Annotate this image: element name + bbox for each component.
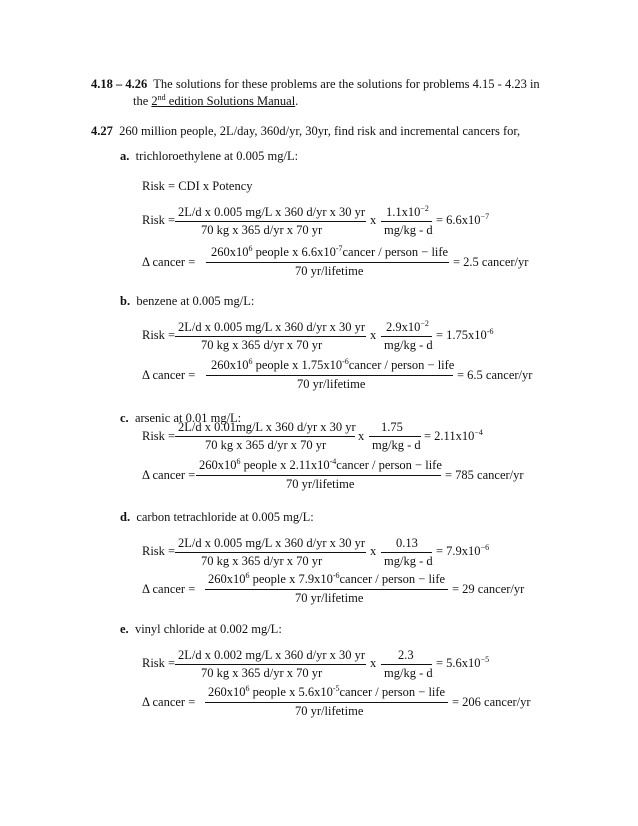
risk-result-exponent: -6 — [486, 327, 494, 336]
risk-result-base: = 2.11x10 — [424, 429, 475, 443]
risk-result-exponent: −7 — [480, 212, 490, 221]
dc-pre: 260x10 — [208, 572, 246, 586]
dc-post: cancer / person − life — [339, 685, 446, 699]
dc-sup1: 6 — [248, 357, 253, 366]
times-sign: x — [370, 213, 377, 227]
risk-label: Risk = — [142, 429, 176, 443]
potency-units: mg/kg - d — [384, 338, 433, 352]
dc-post: cancer / person − life — [348, 358, 455, 372]
risk-result-exponent: −6 — [480, 543, 490, 552]
edition-superscript: nd — [157, 93, 166, 102]
intro-text: The solutions for these problems are the solutions for problems 4.15 - 4.23 in — [153, 77, 540, 91]
part-d-heading — [120, 511, 314, 524]
part-label: benzene at 0.005 mg/L: — [136, 294, 255, 308]
potency-value — [386, 206, 429, 219]
part-label: arsenic at 0.01 mg/L: — [134, 411, 242, 425]
dc-sup1: 6 — [245, 571, 250, 580]
delta-cancer-denominator: 70 yr/lifetime — [286, 477, 355, 491]
potency-value — [398, 649, 414, 662]
risk-result-base: = 1.75x10 — [436, 328, 487, 342]
times-sign: x — [370, 656, 377, 670]
intro-line2-end: . — [295, 94, 299, 108]
delta-cancer-numerator — [211, 246, 448, 259]
part-b-heading — [120, 295, 254, 308]
risk-denominator: 70 kg x 365 d/yr x 70 yr — [201, 554, 323, 568]
potency-value — [386, 321, 429, 334]
potency-base: 1.1x10 — [386, 205, 421, 219]
fraction-bar — [206, 375, 453, 376]
delta-cancer-numerator — [208, 686, 445, 699]
fraction-bar — [196, 475, 441, 476]
fraction-bar — [205, 589, 448, 590]
edition-link-text — [151, 94, 295, 108]
potency-base: 1.75 — [381, 420, 403, 434]
delta-cancer-result: = 6.5 cancer/yr — [457, 368, 533, 382]
risk-numerator: 2L/d x 0.005 mg/L x 360 d/yr x 30 yr — [178, 205, 366, 219]
risk-numerator: 2L/d x 0.002 mg/L x 360 d/yr x 30 yr — [178, 648, 366, 662]
potency-units: mg/kg - d — [372, 438, 421, 452]
dc-post: cancer / person − life — [339, 572, 446, 586]
risk-result-base: = 5.6x10 — [436, 656, 481, 670]
dc-sup2: -6 — [342, 357, 349, 366]
risk-result — [436, 214, 489, 227]
part-letter: d. — [120, 510, 131, 524]
delta-cancer-denominator: 70 yr/lifetime — [297, 377, 366, 391]
risk-label: Risk = — [142, 656, 176, 670]
potency-value — [396, 537, 418, 550]
dc-mid: people x 6.6x10 — [252, 245, 336, 259]
risk-denominator: 70 kg x 365 d/yr x 70 yr — [201, 338, 323, 352]
potency-base: 2.9x10 — [386, 320, 421, 334]
part-letter: e. — [120, 622, 129, 636]
delta-cancer-result: = 785 cancer/yr — [445, 468, 524, 482]
delta-cancer-result: = 206 cancer/yr — [452, 695, 531, 709]
part-letter: a. — [120, 149, 130, 163]
risk-result-exponent: −4 — [474, 428, 483, 437]
potency-units: mg/kg - d — [384, 666, 433, 680]
potency-exponent: −2 — [420, 204, 429, 213]
risk-result — [436, 329, 493, 342]
risk-label: Risk = — [142, 544, 176, 558]
delta-cancer-numerator — [208, 573, 445, 586]
dc-mid: people x 2.11x10 — [240, 458, 330, 472]
part-label: carbon tetrachloride at 0.005 mg/L: — [136, 510, 314, 524]
dc-sup2: -5 — [332, 684, 340, 693]
fraction-bar — [175, 664, 366, 665]
fraction-bar — [175, 552, 366, 553]
risk-result — [436, 545, 489, 558]
times-sign: x — [370, 544, 377, 558]
dc-pre: 260x10 — [211, 245, 249, 259]
delta-cancer-numerator — [199, 459, 442, 472]
delta-cancer-result: = 2.5 cancer/yr — [453, 255, 529, 269]
delta-cancer-denominator: 70 yr/lifetime — [295, 704, 364, 718]
risk-result — [436, 657, 489, 670]
potency-units: mg/kg - d — [384, 554, 433, 568]
delta-cancer-label: Δ cancer = — [142, 582, 196, 596]
fraction-bar — [205, 702, 448, 703]
part-label: trichloroethylene at 0.005 mg/L: — [135, 149, 299, 163]
problem-number: 4.27 — [91, 124, 113, 138]
dc-sup1: 6 — [245, 684, 250, 693]
potency-units: mg/kg - d — [384, 223, 433, 237]
part-e-heading — [120, 623, 282, 636]
edition-number: 2 — [151, 94, 158, 108]
risk-denominator: 70 kg x 365 d/yr x 70 yr — [205, 438, 327, 452]
risk-result-base: = 6.6x10 — [436, 213, 481, 227]
dc-pre: 260x10 — [199, 458, 237, 472]
times-sign: x — [370, 328, 377, 342]
intro-line-2 — [133, 95, 298, 108]
risk-numerator: 2L/d x 0.005 mg/L x 360 d/yr x 30 yr — [178, 536, 366, 550]
delta-cancer-label: Δ cancer = — [142, 368, 196, 382]
problem-number: 4.18 – 4.26 — [91, 77, 148, 91]
dc-post: cancer / person − life — [342, 245, 449, 259]
fraction-bar — [175, 436, 355, 437]
risk-numerator: 2L/d x 0.01mg/L x 360 d/yr x 30 yr — [178, 420, 356, 434]
delta-cancer-label: Δ cancer = — [142, 255, 196, 269]
dc-pre: 260x10 — [211, 358, 249, 372]
risk-label: Risk = — [142, 328, 176, 342]
risk-denominator: 70 kg x 365 d/yr x 70 yr — [201, 223, 323, 237]
fraction-bar — [381, 664, 432, 665]
dc-mid: people x 5.6x10 — [249, 685, 333, 699]
problem-statement: 260 million people, 2L/day, 360d/yr, 30yr, find risk and incremental cancers for, — [119, 124, 521, 138]
risk-label: Risk = — [142, 213, 176, 227]
risk-denominator: 70 kg x 365 d/yr x 70 yr — [201, 666, 323, 680]
delta-cancer-numerator — [211, 359, 454, 372]
risk-result-base: = 7.9x10 — [436, 544, 481, 558]
fraction-bar — [175, 221, 366, 222]
fraction-bar — [369, 436, 421, 437]
intro-line2-prefix: the — [133, 94, 149, 108]
delta-cancer-denominator: 70 yr/lifetime — [295, 264, 364, 278]
dc-sup2: -6 — [332, 571, 340, 580]
risk-result-exponent: −5 — [480, 655, 490, 664]
fraction-bar — [381, 552, 432, 553]
part-label: vinyl chloride at 0.002 mg/L: — [134, 622, 282, 636]
part-a-heading — [120, 150, 298, 163]
dc-mid: people x 7.9x10 — [249, 572, 333, 586]
dc-mid: people x 1.75x10 — [252, 358, 343, 372]
fraction-bar — [381, 221, 432, 222]
delta-cancer-result: = 29 cancer/yr — [452, 582, 525, 596]
fraction-bar — [381, 336, 432, 337]
dc-sup1: 6 — [236, 457, 241, 466]
fraction-bar — [206, 262, 449, 263]
edition-rest: edition Solutions Manual — [165, 94, 296, 108]
potency-value — [381, 421, 403, 434]
dc-post: cancer / person − life — [336, 458, 442, 472]
risk-formula: Risk = CDI x Potency — [142, 179, 253, 193]
part-letter: c. — [120, 411, 129, 425]
dc-sup2: -7 — [335, 244, 343, 253]
potency-exponent: −2 — [420, 319, 429, 328]
dc-sup2: -4 — [329, 457, 337, 466]
delta-cancer-denominator: 70 yr/lifetime — [295, 591, 364, 605]
fraction-bar — [175, 336, 366, 337]
times-sign: x — [358, 429, 365, 443]
part-letter: b. — [120, 294, 131, 308]
risk-numerator: 2L/d x 0.005 mg/L x 360 d/yr x 30 yr — [178, 320, 366, 334]
dc-pre: 260x10 — [208, 685, 246, 699]
potency-base: 0.13 — [396, 536, 418, 550]
potency-base: 2.3 — [398, 648, 414, 662]
risk-result — [424, 430, 483, 443]
delta-cancer-label: Δ cancer = — [142, 695, 196, 709]
intro-line-1 — [91, 78, 540, 91]
problem-4-27-heading — [91, 125, 520, 138]
delta-cancer-label: Δ cancer = — [142, 468, 196, 482]
dc-sup1: 6 — [248, 244, 253, 253]
